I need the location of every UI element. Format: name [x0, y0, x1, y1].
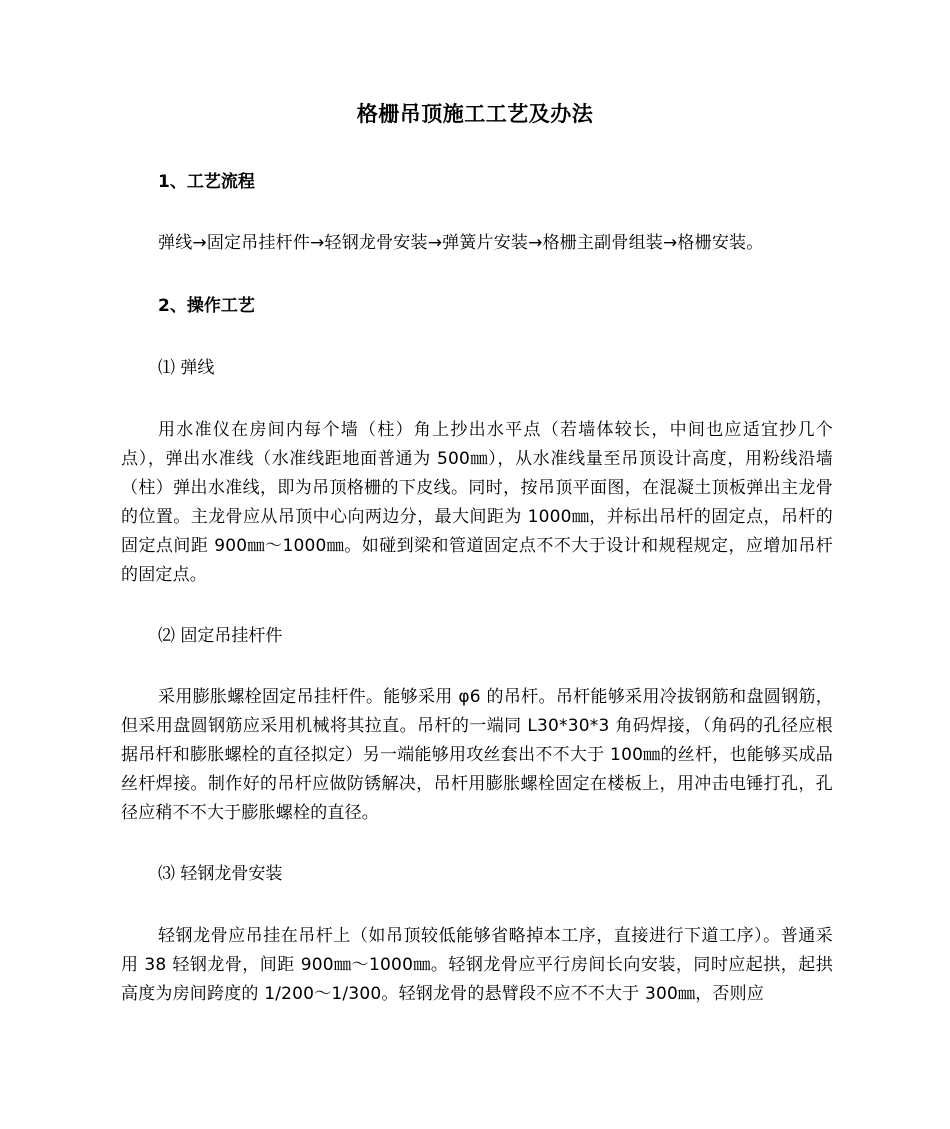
step-paragraph-snap-line: 用水准仪在房间内每个墙（柱）角上抄出水平点（若墙体较长，中间也应适宜抄几个点），弹出水准线（水准线距地面普通为 500㎜），从水准线量至吊顶设计高度，用粉线沿墙（柱）弹出水准线，即为吊顶格栅的下皮线。同时，按吊顶平面图，在混凝土顶板弹出主龙骨的位置。主龙骨应从吊顶中心向两边分，最大间距为 1000㎜，并标出吊杆的固定点，吊杆的固定点间距 900㎜～1000㎜。如碰到梁和管道固定点不不大于设计和规程规定，应增加吊杆的固定点。: [121, 420, 833, 585]
process-flow-paragraph: 弹线→固定吊挂杆件→轻钢龙骨安装→弹簧片安装→格栅主副骨组装→格栅安装。: [158, 233, 764, 253]
step-heading-hanger-rods: ⑵ 固定吊挂杆件: [158, 626, 283, 646]
step-paragraph-keel-install: 轻钢龙骨应吊挂在吊杆上（如吊顶较低能够省略掉本工序，直接进行下道工序）。普通采用 38 轻钢龙骨，间距 900㎜～1000㎜。轻钢龙骨应平行房间长向安装，同时应起拱，起拱高度为房间跨度的 1/200～1/300。轻钢龙骨的悬臂段不应不不大于 300㎜，否则应: [121, 926, 833, 1004]
section-heading-process: 1、工艺流程: [158, 172, 255, 192]
section-heading-operation: 2、操作工艺: [158, 296, 255, 316]
step-paragraph-hanger-rods: 采用膨胀螺栓固定吊挂杆件。能够采用 φ6 的吊杆。吊杆能够采用冷拔钢筋和盘圆钢筋，但采用盘圆钢筋应采用机械将其拉直。吊杆的一端同 L30*30*3 角码焊接，（角码的孔径应根据吊杆和膨胀螺栓的直径拟定）另一端能够用攻丝套出不不大于 100㎜的丝杆，也能够买成品丝杆焊接。制作好的吊杆应做防锈解决，吊杆用膨胀螺栓固定在楼板上，用冲击电锤打孔，孔径应稍不不大于膨胀螺栓的直径。: [121, 687, 833, 823]
step-heading-snap-line: ⑴ 弹线: [158, 358, 215, 378]
step-heading-keel-install: ⑶ 轻钢龙骨安装: [158, 864, 283, 884]
document-title: 格栅吊顶施工工艺及办法: [356, 102, 594, 126]
